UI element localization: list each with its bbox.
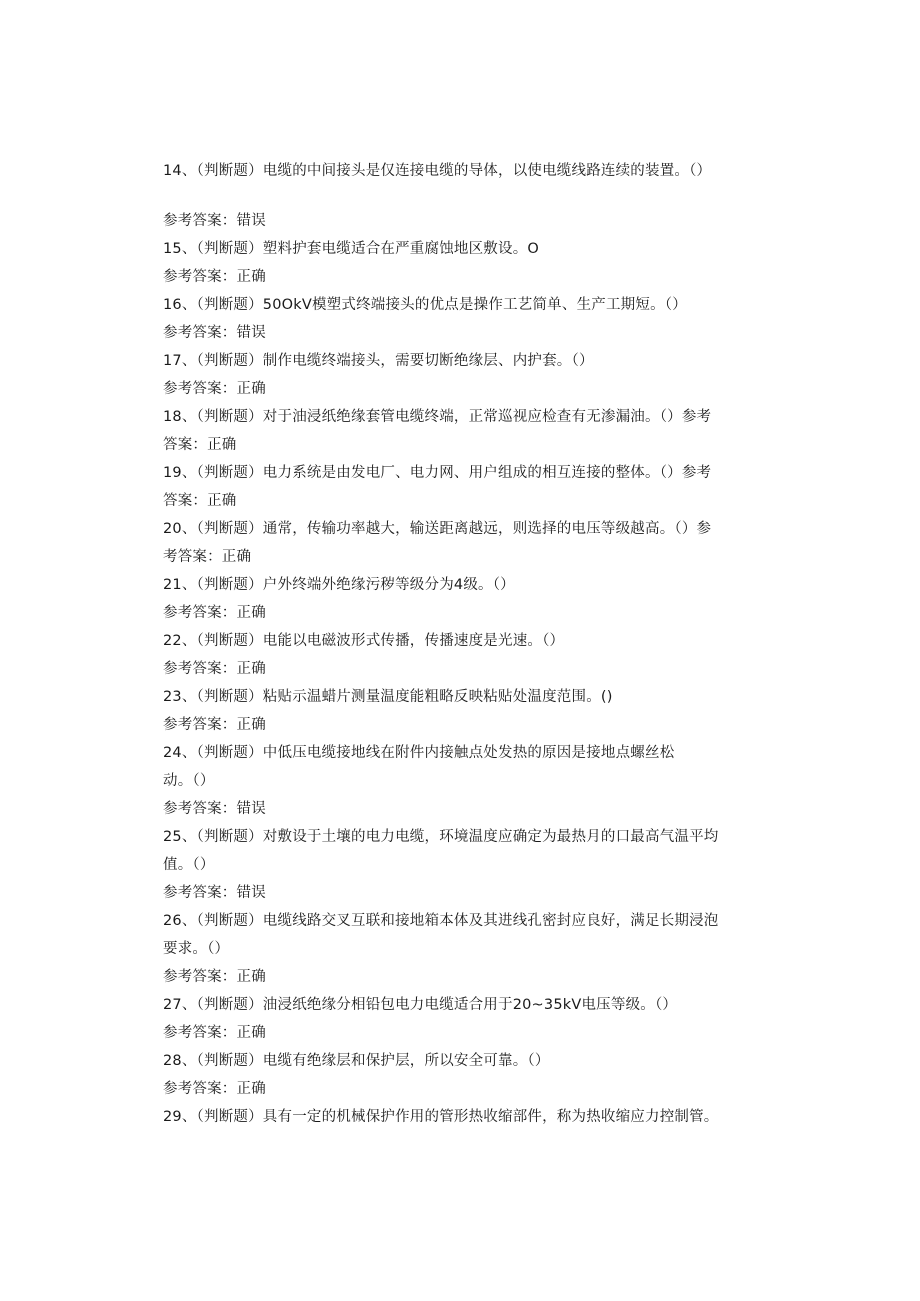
answer-26: 参考答案：正确 bbox=[163, 969, 266, 985]
answer-27: 参考答案：正确 bbox=[163, 1025, 266, 1041]
answer-24: 参考答案：错误 bbox=[163, 801, 266, 817]
question-15: 15、（判断题）塑料护套电缆适合在严重腐蚀地区敷设。O bbox=[163, 241, 540, 257]
question-20: 20、（判断题）通常，传输功率越大，输送距离越远，则选择的电压等级越高。（）参 bbox=[163, 521, 712, 537]
question-25: 25、（判断题）对敷设于土壤的电力电缆，环境温度应确定为最热月的口最高气温平均 bbox=[163, 829, 719, 845]
question-24: 24、（判断题）中低压电缆接地线在附件内接触点处发热的原因是接地点螺丝松 bbox=[163, 745, 675, 761]
question-14: 14、（判断题）电缆的中间接头是仅连接电缆的导体，以使电缆线路连续的装置。（） bbox=[163, 163, 712, 179]
answer-28: 参考答案：正确 bbox=[163, 1081, 266, 1097]
question-list bbox=[163, 157, 758, 1131]
question-16: 16、（判断题）50OkV模塑式终端接头的优点是操作工艺简单、生产工期短。（） bbox=[163, 297, 687, 313]
question-21: 21、（判断题）户外终端外绝缘污秽等级分为4级。（） bbox=[163, 577, 515, 593]
question-22: 22、（判断题）电能以电磁波形式传播，传播速度是光速。（） bbox=[163, 633, 565, 649]
question-23: 23、（判断题）粘贴示温蜡片测量温度能粗略反映粘贴处温度范围。() bbox=[163, 689, 613, 705]
question-24-cont: 动。（） bbox=[163, 773, 215, 789]
question-27: 27、（判断题）油浸纸绝缘分相铅包电力电缆适合用于20~35kV电压等级。（） bbox=[163, 997, 678, 1013]
spacer bbox=[163, 185, 758, 207]
answer-14: 参考答案：错误 bbox=[163, 213, 266, 229]
answer-18: 答案：正确 bbox=[163, 437, 237, 453]
answer-23: 参考答案：正确 bbox=[163, 717, 266, 733]
question-25-cont: 值。（） bbox=[163, 857, 215, 873]
answer-25: 参考答案：错误 bbox=[163, 885, 266, 901]
answer-20: 考答案：正确 bbox=[163, 549, 252, 565]
question-18: 18、（判断题）对于油浸纸绝缘套管电缆终端，正常巡视应检查有无渗漏油。（）参考 bbox=[163, 409, 712, 425]
question-29: 29、（判断题）具有一定的机械保护作用的管形热收缩部件，称为热收缩应力控制管。 bbox=[163, 1109, 719, 1125]
question-19: 19、（判断题）电力系统是由发电厂、电力网、用户组成的相互连接的整体。（）参考 bbox=[163, 465, 712, 481]
question-17: 17、（判断题）制作电缆终端接头，需要切断绝缘层、内护套。（） bbox=[163, 353, 594, 369]
question-26-cont: 要求。（） bbox=[163, 941, 230, 957]
answer-22: 参考答案：正确 bbox=[163, 661, 266, 677]
answer-17: 参考答案：正确 bbox=[163, 381, 266, 397]
answer-16: 参考答案：错误 bbox=[163, 325, 266, 341]
question-26: 26、（判断题）电缆线路交叉互联和接地箱本体及其进线孔密封应良好，满足长期浸泡 bbox=[163, 913, 719, 929]
answer-15: 参考答案：正确 bbox=[163, 269, 266, 285]
question-28: 28、（判断题）电缆有绝缘层和保护层，所以安全可靠。（） bbox=[163, 1053, 550, 1069]
answer-19: 答案：正确 bbox=[163, 493, 237, 509]
answer-21: 参考答案：正确 bbox=[163, 605, 266, 621]
